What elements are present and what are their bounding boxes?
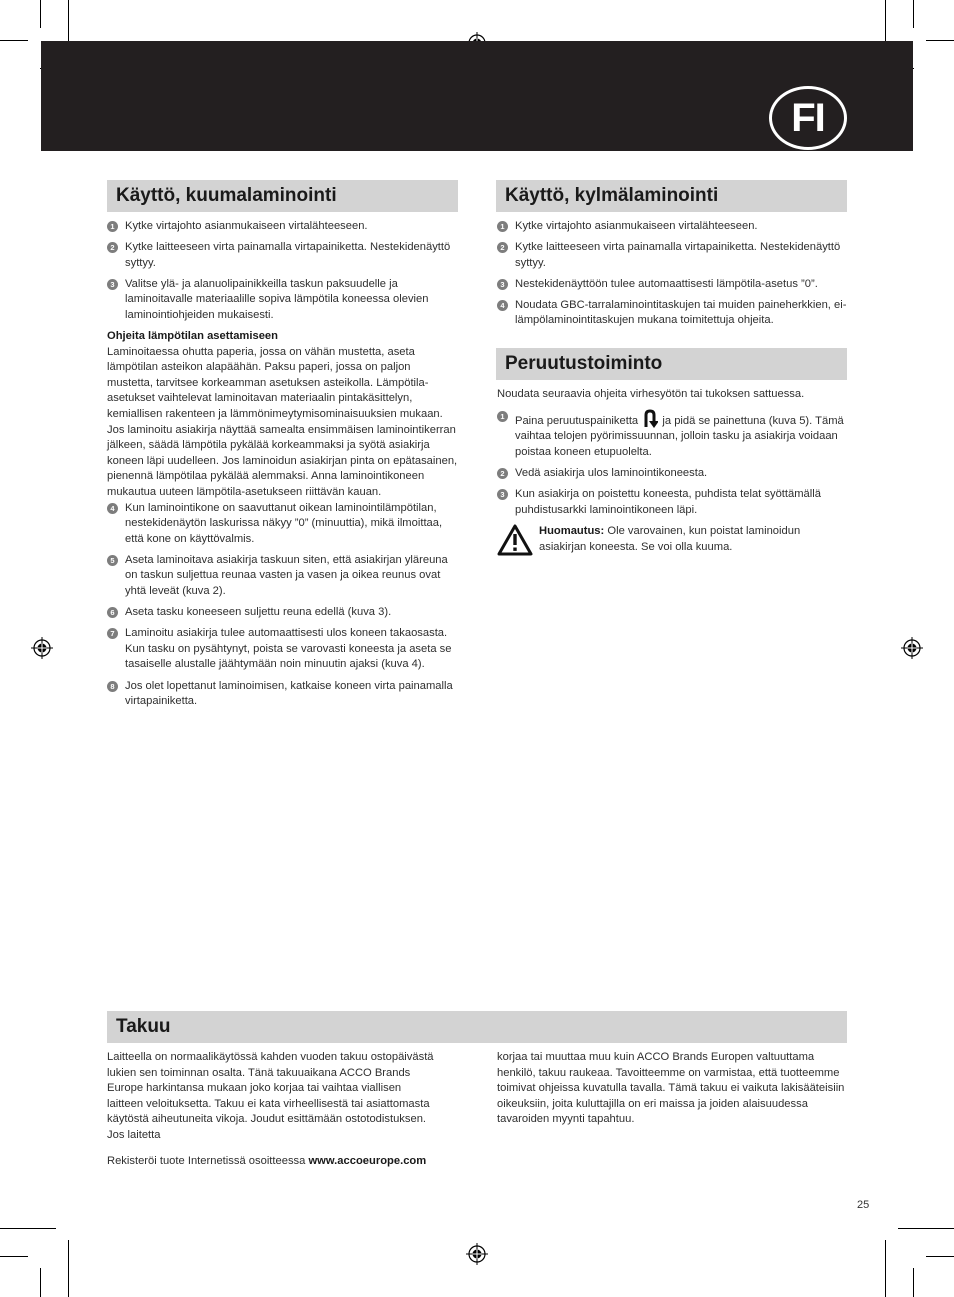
crop-mark (0, 1256, 28, 1257)
temperature-text: Laminoitaessa ohutta paperia, jossa on vähän mustetta, aseta lämpötilan asteikon alapäähän. Paksu paperi, jossa on paljon mustetta, tarvitsee korkeamman asetuksen asteikolla. Lämpötila-asetukset vaihtelevat laminoitavan materiaalin pintakäsittelyn, kemiallisen rakenteen ja lämmönimeytymisominaisuuksien mukaan. Jos laminoitu asiakirja näyttää samealta ensimmäisen laminointikerran jälkeen, säädä lämpötila pykälää korkeammaksi ja syötä asiakirja koneen läpi uudelleen. Jos laminoidun asiakirjan pinta on epätasainen, pienennä lämpötilaa pykälää alemmaksi. Anna laminointikoneen mukautua uuteen lämpötila-asetukseen riittävän kauan. (107, 345, 458, 498)
page-number: 25 (857, 1199, 870, 1211)
list-item: 7 Laminoitu asiakirja tulee automaattisesti ulos koneen takaosasta. Kun tasku on pysähtynyt, poista se varovasti koneesta ja aseta se tasaiselle alustalle jäähtymään noin minuutin ajaksi (kuva 4). (107, 626, 459, 673)
crop-mark (0, 1228, 56, 1229)
warning-triangle-icon (497, 524, 533, 556)
step-number: 1 (497, 221, 508, 232)
list-item: 1 Paina peruutuspainiketta ja pidä se painettuna (kuva 5). Tämä vaihtaa telojen pyörimissuunnan, jolloin tasku ja asiakirja voidaan poistaa koneen etupuolelta. (497, 409, 847, 461)
crop-mark (913, 1268, 914, 1297)
registration-mark-icon (901, 637, 923, 659)
cold-lamination-title: Käyttö, kylmälaminointi (496, 180, 847, 212)
warranty-title: Takuu (107, 1011, 847, 1043)
step-number: 3 (107, 279, 118, 290)
list-item: 5 Aseta laminoitava asiakirja taskuun siten, että asiakirjan yläreuna on taskun suljettua reunaa vasten ja vasen ja oikea reunus ovat yhtä leveät (kuva 2). (107, 553, 459, 600)
crop-mark (68, 1240, 69, 1297)
warning-note (497, 524, 847, 558)
crop-mark (40, 1268, 41, 1297)
list-item: 4 Noudata GBC-tarralaminointitaskujen tai muiden paineherkkien, ei-lämpölaminointitaskujen mukana toimitettuja ohjeita. (497, 298, 847, 329)
hot-lamination-section (107, 219, 459, 715)
warning-text: Ole varovainen, kun poistat laminoidun asiakirjan koneesta. Se voi olla kuuma. (539, 525, 801, 553)
list-item: 1 Kytke virtajohto asianmukaiseen virtalähteeseen. (107, 219, 459, 235)
list-item: 2 Kytke laitteeseen virta painamalla virtapainiketta. Nestekidenäyttö syttyy. (107, 240, 459, 271)
temperature-heading: Ohjeita lämpötilan asettamiseen (107, 330, 278, 343)
step-number: 4 (497, 300, 508, 311)
crop-mark (913, 0, 914, 28)
warranty-text-right: korjaa tai muuttaa muu kuin ACCO Brands Europen valtuuttama henkilö, takuu raukeaa. Tavoitteemme on varmistaa, että tuotteemme toimivat ohjeissa kuvatulla tavalla. Tämä takuu ei vaikuta lakisääteisiin oikeuksiin, joita kuluttajilla on eri maissa ja joiden alaisuudessa tavaroiden myynti tapahtuu. (497, 1051, 845, 1126)
step-number: 1 (107, 221, 118, 232)
list-item: 8 Jos olet lopettanut laminoimisen, katkaise koneen virta painamalla virtapainiketta. (107, 679, 459, 710)
registration-mark-icon (466, 1243, 488, 1265)
step-number: 8 (107, 681, 118, 692)
language-badge: FI (769, 86, 847, 150)
step-number: 1 (497, 411, 508, 422)
step-number: 3 (497, 489, 508, 500)
warning-label: Huomautus: (539, 525, 605, 538)
list-item: 6 Aseta tasku koneeseen suljettu reuna edellä (kuva 3). (107, 605, 459, 621)
reverse-button-icon (642, 409, 658, 429)
crop-mark (885, 1240, 886, 1297)
warranty-register: Rekisteröi tuote Internetissä osoitteessa www.accoeurope.com (107, 1154, 427, 1167)
list-item: 1 Kytke virtajohto asianmukaiseen virtalähteeseen. (497, 219, 847, 235)
register-link[interactable]: www.accoeurope.com (308, 1154, 427, 1167)
step-number: 5 (107, 555, 118, 566)
list-item: 4 Kun laminointikone on saavuttanut oikean laminointilämpötilan, nestekidenäytön laskurissa näkyy ”0” (minuuttia), mikä ilmoittaa, että kone on käyttövalmis. (107, 501, 459, 548)
list-item: 2 Vedä asiakirja ulos laminointikoneesta. (497, 466, 847, 482)
step-number: 2 (107, 242, 118, 253)
list-item: 3 Kun asiakirja on poistettu koneesta, puhdista telat syöttämällä puhdistusarkki laminointikoneen läpi. (497, 487, 847, 518)
reverse-function-title: Peruutustoiminto (496, 348, 847, 380)
step-number: 3 (497, 279, 508, 290)
list-item: 3 Valitse ylä- ja alanuolipainikkeilla taskun paksuudelle ja laminoitavalle materiaalille sopiva lämpötila koneessa olevien laminointiohjeiden mukaisesti. (107, 277, 459, 324)
step-number: 7 (107, 628, 118, 639)
hot-lamination-title: Käyttö, kuumalaminointi (107, 180, 458, 212)
crop-mark (926, 40, 954, 41)
warranty-right-column (497, 1050, 847, 1128)
reverse-intro: Noudata seuraavia ohjeita virhesyötön tai tukoksen sattuessa. (497, 388, 805, 400)
step-number: 6 (107, 607, 118, 618)
warranty-text-left: Laitteella on normaalikäytössä kahden vuoden takuu ostopäivästä lukien sen toiminnan osalta. Tänä takuuaikana ACCO Brands Europe harkintansa mukaan joko korjaa tai vaihtaa viallisen laitteen veloituksetta. Takuu ei kata virheellisestä tai asiattomasta käytöstä aiheutuneita vikoja. Joudut esittämään ostotodistuksen. Jos laitetta (107, 1051, 434, 1141)
crop-mark (40, 0, 41, 28)
crop-mark (926, 1256, 954, 1257)
list-item: 3 Nestekidenäyttöön tulee automaattisesti lämpötila-asetus ”0”. (497, 277, 847, 293)
cold-lamination-section (497, 219, 847, 335)
step-number: 4 (107, 503, 118, 514)
step-number: 2 (497, 242, 508, 253)
crop-mark (0, 40, 28, 41)
reverse-function-section (497, 387, 847, 558)
step-number: 2 (497, 468, 508, 479)
list-item: 2 Kytke laitteeseen virta painamalla virtapainiketta. Nestekidenäyttö syttyy. (497, 240, 847, 271)
warranty-left-column (107, 1050, 437, 1169)
registration-mark-icon (31, 637, 53, 659)
crop-mark (898, 1228, 954, 1229)
